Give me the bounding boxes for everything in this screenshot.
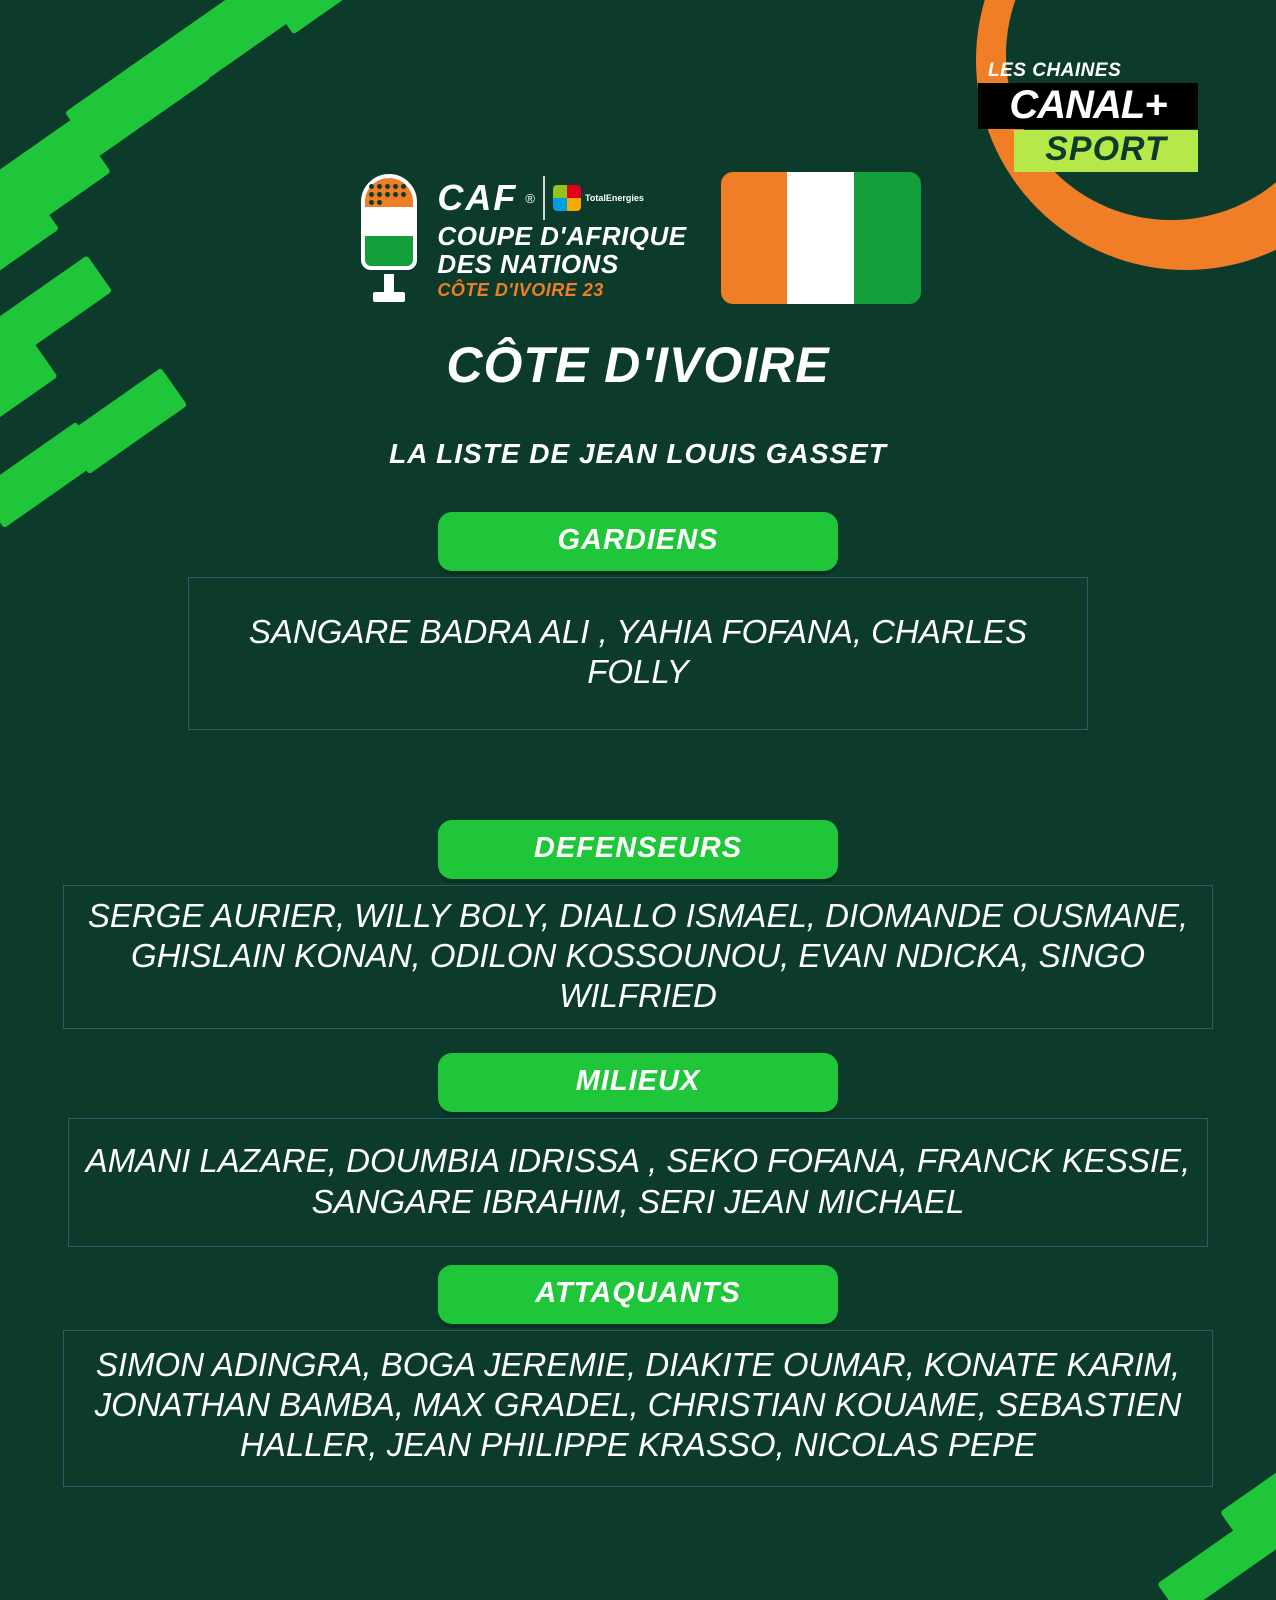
canal-plus-sport-logo xyxy=(978,60,1198,172)
registered-mark: ® xyxy=(525,190,536,206)
tournament-header xyxy=(0,168,1276,308)
player-list-attaquants: SIMON ADINGRA, BOGA JEREMIE, DIAKITE OUMAR, KONATE KARIM, JONATHAN BAMBA, MAX GRADEL, CHRISTIAN KOUAME, SEBASTIEN HALLER, JEAN PHILIPPE KRASSO, NICOLAS PEPE xyxy=(63,1330,1213,1487)
totalenergies-mark-icon xyxy=(553,185,581,211)
section-title-gardiens: GARDIENS xyxy=(438,512,838,571)
player-list-gardiens: SANGARE BADRA ALI , YAHIA FOFANA, CHARLES FOLLY xyxy=(188,577,1088,730)
trophy-icon xyxy=(355,168,423,308)
caf-abbr: CAF xyxy=(437,176,518,218)
caf-logo xyxy=(355,168,686,308)
page-title: CÔTE D'IVOIRE xyxy=(446,337,830,393)
section-title-defenseurs: DEFENSEURS xyxy=(438,820,838,879)
coach-subtitle: LA LISTE DE JEAN LOUIS GASSET xyxy=(389,438,887,469)
section-title-milieux: MILIEUX xyxy=(438,1053,838,1112)
tournament-name-line2: DES NATIONS xyxy=(437,248,619,279)
section-milieux xyxy=(0,1053,1276,1247)
player-list-milieux: AMANI LAZARE, DOUMBIA IDRISSA , SEKO FOFANA, FRANCK KESSIE, SANGARE IBRAHIM, SERI JEAN MICHAEL xyxy=(68,1118,1208,1247)
section-gardiens xyxy=(0,512,1276,730)
tournament-edition: CÔTE D'IVOIRE 23 xyxy=(437,280,604,301)
squad-sections xyxy=(0,512,1276,1487)
divider xyxy=(543,176,545,220)
tournament-name-line1: COUPE D'AFRIQUE xyxy=(437,221,687,252)
caf-text-block xyxy=(437,176,686,299)
decorative-slash xyxy=(268,0,392,34)
canal-plus-wordmark: CANAL+ xyxy=(978,83,1198,129)
totalenergies-label: TotalEnergies xyxy=(585,192,644,203)
section-title-attaquants: ATTAQUANTS xyxy=(438,1265,838,1324)
section-attaquants xyxy=(0,1265,1276,1487)
canal-sport-wordmark: SPORT xyxy=(1014,130,1198,172)
totalenergies-logo xyxy=(553,185,644,211)
canal-top-label: LES CHAINES xyxy=(988,60,1122,81)
player-list-defenseurs: SERGE AURIER, WILLY BOLY, DIALLO ISMAEL, DIOMANDE OUSMANE, GHISLAIN KONAN, ODILON KOSSOUNOU, EVAN NDICKA, SINGO WILFRIED xyxy=(63,885,1213,1030)
section-defenseurs xyxy=(0,820,1276,1030)
ivory-coast-flag xyxy=(721,172,921,304)
